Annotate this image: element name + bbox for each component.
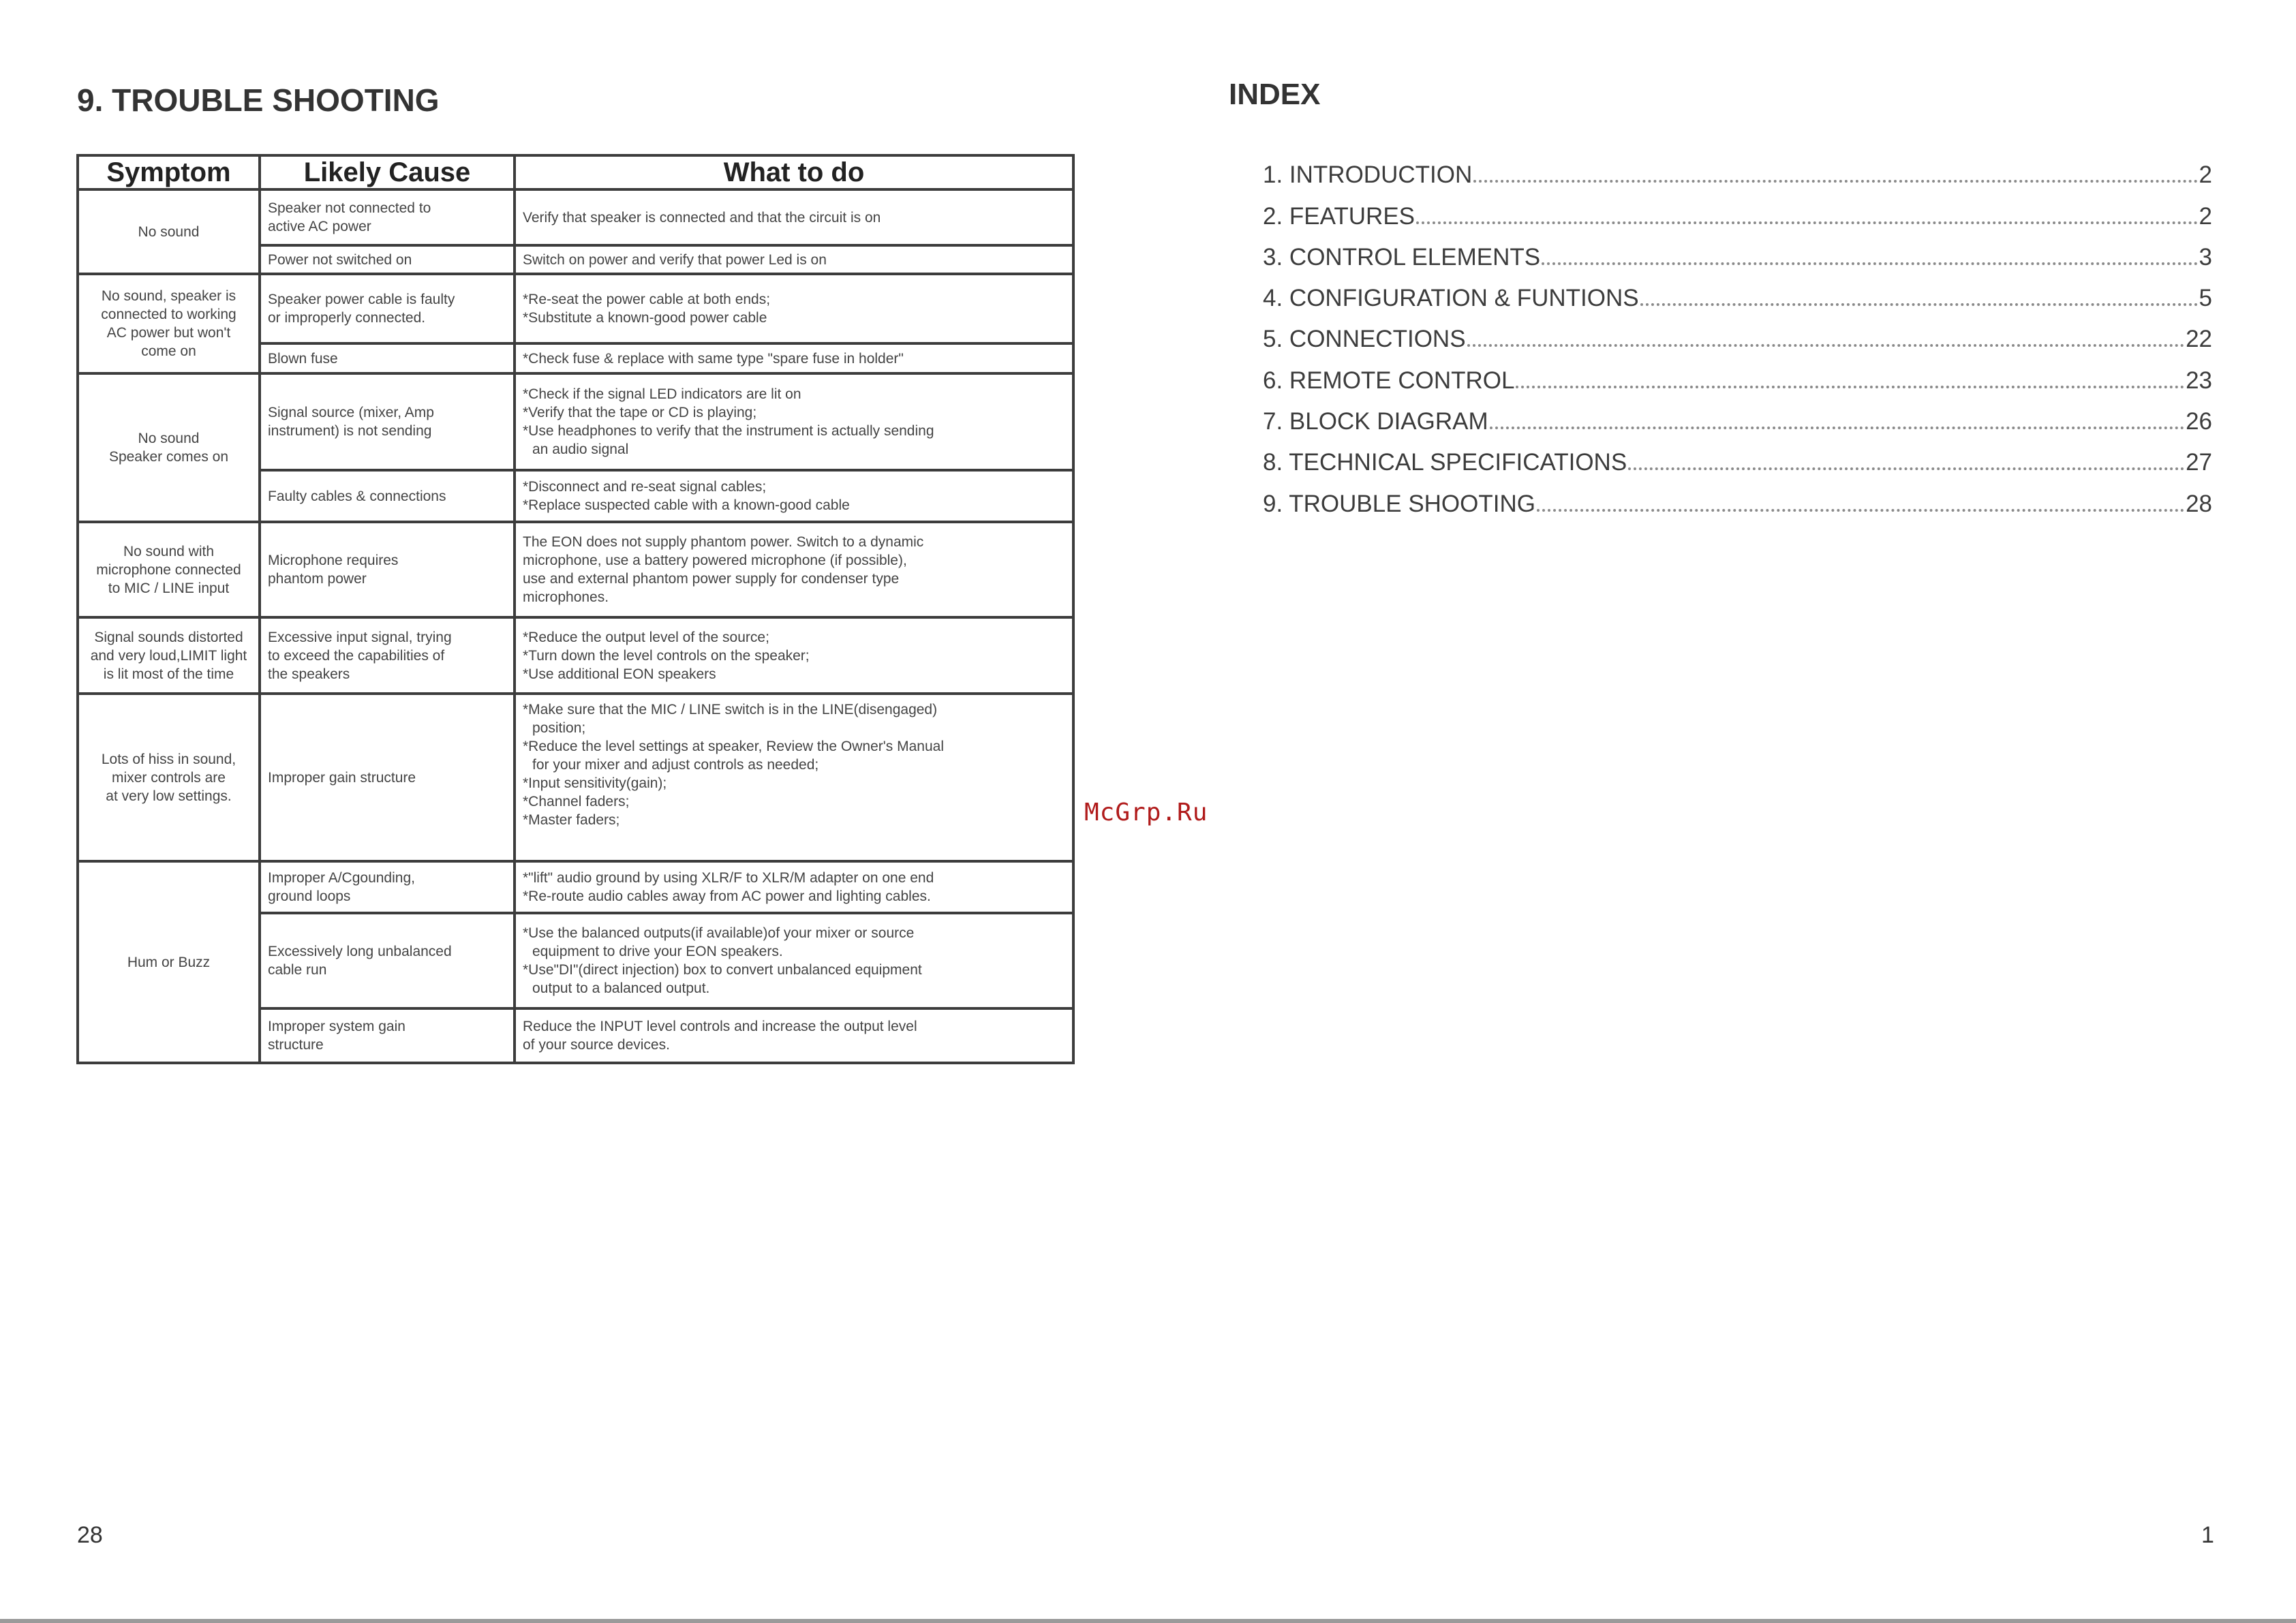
index-entry-page: 2 [2199, 202, 2212, 230]
symptom-cell [78, 189, 260, 274]
index-entry-label: 4. CONFIGURATION & FUNTIONS [1263, 285, 1639, 312]
dot-leader [1640, 303, 2198, 306]
index-entry-page: 27 [2186, 449, 2212, 476]
todo-cell [515, 274, 1073, 343]
todo-line: *Make sure that the MIC / LINE switch is in the LINE(disengaged) [523, 702, 938, 717]
index-entry-page: 28 [2186, 490, 2212, 517]
index-entry-page: 23 [2186, 367, 2212, 394]
dot-leader [1490, 427, 2184, 429]
index-entry[interactable] [1263, 189, 2212, 230]
todo-cell [515, 861, 1073, 913]
cause-line: Speaker not connected to [268, 200, 431, 216]
index-entry-label: 2. FEATURES [1263, 202, 1415, 230]
cause-line: Microphone requires [268, 553, 399, 568]
cause-line: active AC power [268, 219, 371, 234]
index-entry-label: 6. REMOTE CONTROL [1263, 367, 1515, 394]
todo-line: Reduce the INPUT level controls and increase the output level [523, 1019, 917, 1034]
cause-line: phantom power [268, 571, 367, 587]
table-header-row [78, 155, 1073, 189]
header-symptom: Symptom [78, 155, 260, 189]
todo-cell [515, 1008, 1073, 1063]
header-likely-cause: Likely Cause [260, 155, 515, 189]
right-page-number: 1 [2201, 1522, 2214, 1548]
cause-cell [260, 694, 515, 861]
cause-line: structure [268, 1037, 324, 1053]
todo-line: microphones. [523, 589, 609, 605]
table-row [78, 189, 1073, 245]
symptom-line: Hum or Buzz [127, 954, 211, 970]
dot-leader [1537, 509, 2184, 512]
todo-cell [515, 694, 1073, 861]
index-entry-label: 5. CONNECTIONS [1263, 326, 1466, 353]
todo-line: *Reduce the level settings at speaker, Review the Owner's Manual [523, 739, 945, 754]
todo-cell [515, 522, 1073, 617]
symptom-line: at very low settings. [106, 788, 232, 804]
table-row [78, 274, 1073, 343]
index-entry-label: 8. TECHNICAL SPECIFICATIONS [1263, 449, 1627, 476]
todo-line: Verify that speaker is connected and that the circuit is on [523, 209, 881, 226]
cause-cell [260, 470, 515, 522]
index-entry[interactable] [1263, 435, 2212, 476]
todo-line: microphone, use a battery powered microphone (if possible), [523, 553, 907, 568]
table-row [78, 861, 1073, 913]
symptom-line: No sound with [123, 543, 215, 559]
symptom-cell [78, 861, 260, 1063]
symptom-line: microphone connected [96, 561, 241, 578]
cause-line: cable run [268, 962, 327, 978]
index-entry[interactable] [1263, 312, 2212, 353]
table-row [78, 617, 1073, 694]
todo-cell [515, 245, 1073, 274]
table-row [78, 373, 1073, 470]
cause-line: Excessive input signal, trying [268, 629, 452, 645]
todo-cell [515, 373, 1073, 470]
cause-cell [260, 343, 515, 373]
left-page-number: 28 [77, 1522, 103, 1548]
dot-leader [1473, 180, 2197, 183]
bottom-divider [0, 1619, 2296, 1623]
cause-cell [260, 617, 515, 694]
todo-line: use and external phantom power supply for condenser type [523, 571, 900, 587]
cause-line: Power not switched on [268, 251, 412, 268]
todo-line: *Check fuse & replace with same type "spare fuse in holder" [523, 350, 904, 367]
cause-line: ground loops [268, 888, 351, 904]
todo-line: *Substitute a known-good power cable [523, 310, 767, 326]
dot-leader [1628, 467, 2184, 470]
cause-line: Improper system gain [268, 1019, 405, 1034]
troubleshooting-title: 9. TROUBLE SHOOTING [77, 82, 440, 118]
todo-cell [515, 617, 1073, 694]
todo-line: *Use additional EON speakers [523, 666, 716, 682]
table-row [78, 522, 1073, 617]
todo-line: *Verify that the tape or CD is playing; [523, 405, 757, 420]
index-entry[interactable] [1263, 271, 2212, 312]
index-title: INDEX [1229, 78, 1321, 111]
index-entry-page: 3 [2199, 243, 2212, 270]
symptom-cell [78, 617, 260, 694]
cause-cell [260, 274, 515, 343]
symptom-line: No sound, speaker is [101, 288, 236, 304]
index-entry-label: 9. TROUBLE SHOOTING [1263, 490, 1535, 517]
index-entry[interactable] [1263, 395, 2212, 435]
todo-line: The EON does not supply phantom power. Switch to a dynamic [523, 534, 924, 550]
index-entry-label: 7. BLOCK DIAGRAM [1263, 408, 1488, 435]
cause-cell [260, 913, 515, 1008]
todo-line: *Reduce the output level of the source; [523, 629, 769, 645]
symptom-line: Speaker comes on [108, 449, 229, 465]
todo-line: *Use"DI"(direct injection) box to convert unbalanced equipment [523, 962, 922, 978]
todo-line: equipment to drive your EON speakers. [532, 944, 783, 959]
symptom-line: Signal sounds distorted [94, 629, 243, 645]
todo-line: an audio signal [532, 442, 629, 457]
todo-line: of your source devices. [523, 1037, 670, 1053]
todo-line: output to a balanced output. [532, 980, 710, 996]
todo-line: *Check if the signal LED indicators are lit on [523, 386, 801, 402]
symptom-cell [78, 274, 260, 373]
index-entry[interactable] [1263, 230, 2212, 271]
cause-cell [260, 1008, 515, 1063]
cause-line: Improper A/Cgounding, [268, 870, 415, 886]
todo-line: *Disconnect and re-seat signal cables; [523, 479, 767, 495]
header-what-to-do: What to do [515, 155, 1073, 189]
todo-cell [515, 343, 1073, 373]
cause-line: to exceed the capabilities of [268, 647, 445, 664]
todo-cell [515, 913, 1073, 1008]
cause-cell [260, 861, 515, 913]
todo-line: *Re-route audio cables away from AC power and lighting cables. [523, 888, 931, 904]
dot-leader [1542, 262, 2197, 265]
todo-line: for your mixer and adjust controls as needed; [532, 757, 819, 773]
symptom-line: AC power but won't [106, 325, 231, 341]
symptom-line: connected to working [101, 307, 236, 322]
index-entry-page: 5 [2199, 285, 2212, 312]
todo-line: *"lift" audio ground by using XLR/F to XLR/M adapter on one end [523, 870, 934, 886]
todo-line: Switch on power and verify that power Led is on [523, 251, 827, 268]
cause-line: or improperly connected. [268, 310, 426, 326]
todo-cell [515, 470, 1073, 522]
index-entry-page: 26 [2186, 408, 2212, 435]
index-list [1263, 148, 2212, 518]
index-entry-page: 2 [2199, 161, 2212, 189]
cause-cell [260, 373, 515, 470]
symptom-line: to MIC / LINE input [108, 580, 230, 596]
cause-line: Excessively long unbalanced [268, 944, 452, 959]
cause-line: Faulty cables & connections [268, 488, 446, 504]
symptom-line: Lots of hiss in sound, [101, 751, 236, 767]
todo-line: *Input sensitivity(gain); [523, 775, 667, 791]
index-entry-page: 22 [2186, 326, 2212, 353]
todo-line: *Re-seat the power cable at both ends; [523, 292, 771, 307]
symptom-line: is lit most of the time [103, 666, 234, 682]
cause-line: Speaker power cable is faulty [268, 292, 455, 307]
dot-leader [1416, 221, 2198, 224]
todo-line: *Turn down the level controls on the speaker; [523, 647, 810, 664]
symptom-line: and very loud,LIMIT light [90, 647, 247, 664]
dot-leader [1467, 344, 2185, 347]
symptom-cell [78, 694, 260, 861]
symptom-line: No sound [138, 223, 200, 240]
dot-leader [1516, 386, 2184, 388]
watermark: McGrp.Ru [1084, 799, 1208, 826]
table-row [78, 694, 1073, 861]
cause-line: the speakers [268, 666, 350, 682]
symptom-cell [78, 522, 260, 617]
cause-line: instrument) is not sending [268, 423, 432, 439]
symptom-line: mixer controls are [112, 769, 226, 786]
cause-line: Improper gain structure [268, 769, 416, 786]
symptom-line: No sound [138, 431, 200, 446]
index-entry[interactable] [1263, 148, 2212, 189]
todo-line: *Use headphones to verify that the instrument is actually sending [523, 423, 934, 439]
index-entry-label: 3. CONTROL ELEMENTS [1263, 243, 1541, 270]
symptom-line: come on [141, 343, 196, 359]
todo-line: position; [532, 720, 586, 736]
cause-line: Signal source (mixer, Amp [268, 405, 434, 420]
index-entry-label: 1. INTRODUCTION [1263, 161, 1473, 189]
todo-line: *Use the balanced outputs(if available)of your mixer or source [523, 925, 915, 941]
symptom-cell [78, 373, 260, 522]
troubleshooting-table [76, 154, 1075, 1064]
index-entry[interactable] [1263, 476, 2212, 517]
cause-line: Blown fuse [268, 350, 338, 367]
todo-line: *Channel faders; [523, 794, 630, 809]
todo-line: *Master faders; [523, 812, 620, 828]
index-entry[interactable] [1263, 353, 2212, 394]
cause-cell [260, 245, 515, 274]
cause-cell [260, 522, 515, 617]
todo-line: *Replace suspected cable with a known-good cable [523, 497, 850, 513]
cause-cell [260, 189, 515, 245]
todo-cell [515, 189, 1073, 245]
